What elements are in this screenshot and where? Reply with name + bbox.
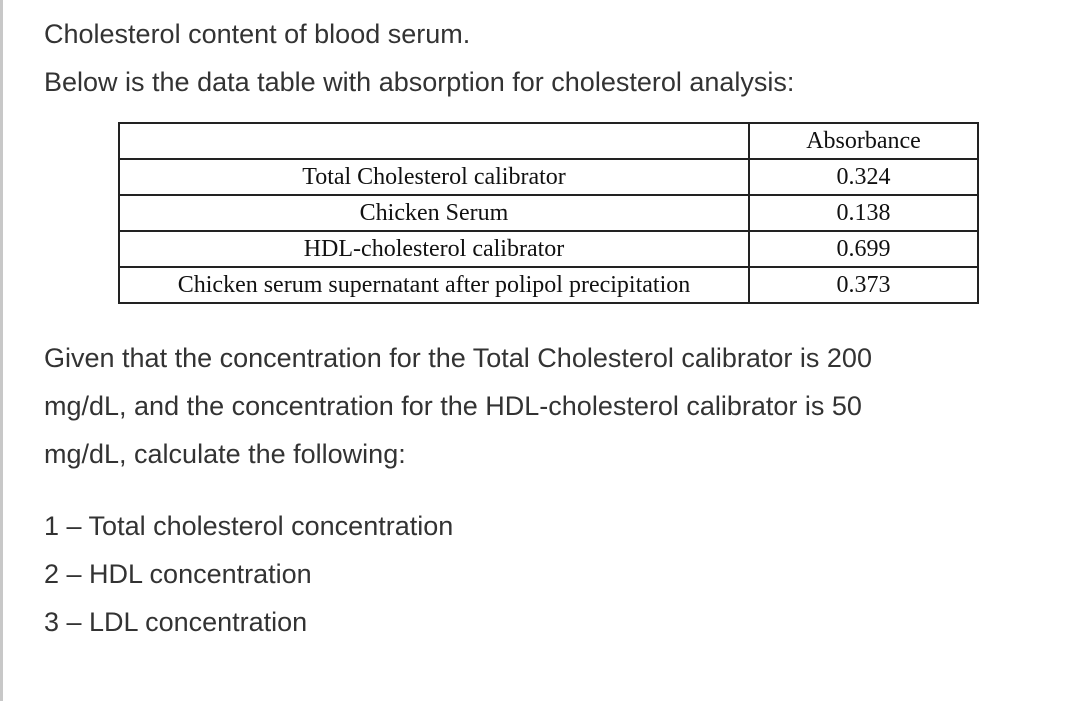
table-cell-label: Total Cholesterol calibrator: [119, 159, 749, 195]
document-body: [44, 10, 1054, 646]
table-row: [119, 195, 978, 231]
question-paragraph: [44, 334, 1044, 478]
table-cell-value: 0.324: [749, 159, 978, 195]
table-row: [119, 267, 978, 303]
intro-subtitle: Below is the data table with absorption for cholesterol analysis:: [44, 67, 795, 97]
table-cell-value: 0.138: [749, 195, 978, 231]
list-item: 1 – Total cholesterol concentration: [44, 511, 454, 541]
left-border: [0, 0, 3, 701]
table-header-absorbance: Absorbance: [749, 123, 978, 159]
task-list: [44, 502, 1054, 646]
absorbance-table: [118, 122, 979, 304]
list-item: 3 – LDL concentration: [44, 607, 308, 637]
question-line: mg/dL, and the concentration for the HDL-cholesterol calibrator is 50: [44, 391, 862, 421]
question-line: Given that the concentration for the Total Cholesterol calibrator is 200: [44, 343, 872, 373]
table-cell-value: 0.373: [749, 267, 978, 303]
table-header-row: [119, 123, 978, 159]
table-row: [119, 159, 978, 195]
list-item: 2 – HDL concentration: [44, 559, 312, 589]
table-row: [119, 231, 978, 267]
table-header-empty: [119, 123, 749, 159]
question-line: mg/dL, calculate the following:: [44, 439, 406, 469]
table-cell-label: HDL-cholesterol calibrator: [119, 231, 749, 267]
table-cell-label: Chicken serum supernatant after polipol precipitation: [119, 267, 749, 303]
table-cell-label: Chicken Serum: [119, 195, 749, 231]
intro-title: Cholesterol content of blood serum.: [44, 19, 471, 49]
table-container: [118, 122, 1054, 304]
table-cell-value: 0.699: [749, 231, 978, 267]
